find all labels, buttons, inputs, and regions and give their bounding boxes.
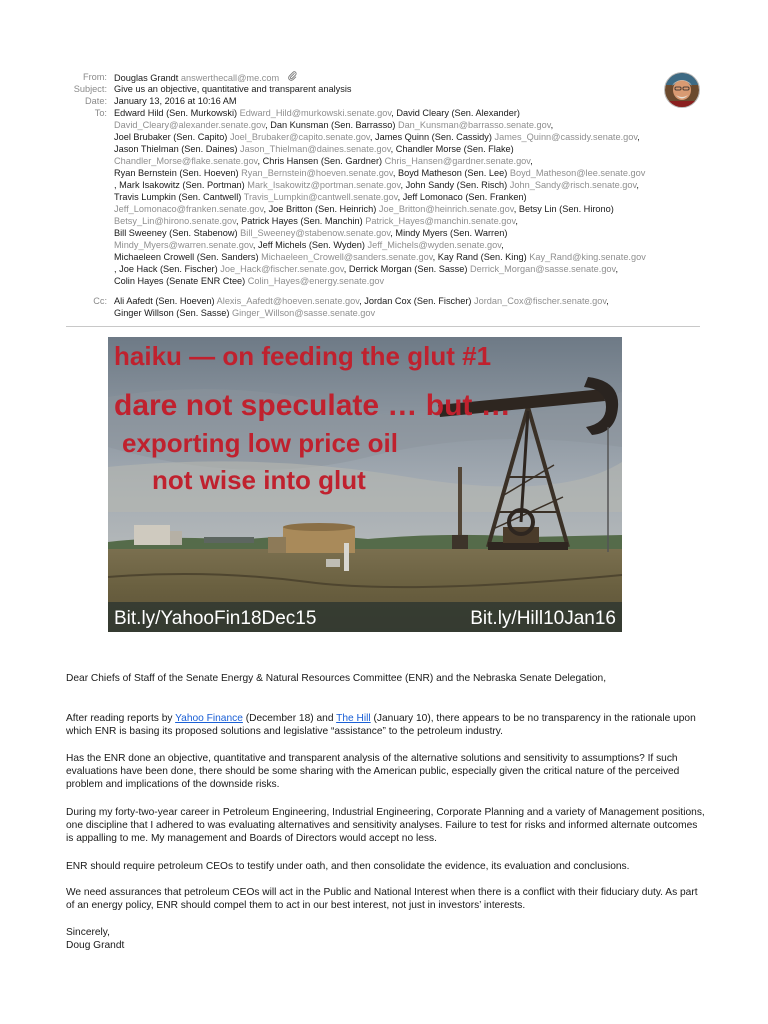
sender-avatar[interactable] [664,72,700,108]
subject-row [0,83,660,95]
recipient-email[interactable]: Colin_Hayes@energy.senate.gov [247,276,385,286]
recipient-line [0,119,700,131]
subject-text: Give us an objective, quantitative and transparent analysis [114,84,352,94]
recipient-name[interactable]: Jeff Lomonaco (Sen. Franken) [402,192,527,202]
recipient-line [0,215,700,227]
separator: , [265,120,268,130]
recipient-email[interactable]: Boyd_Matheson@lee.senate.gov [509,168,646,178]
separator: , [263,204,267,214]
signature-text: Doug Grandt [66,940,125,951]
recipient-line [0,131,700,143]
haiku-banner-image [108,337,622,632]
recipient-name[interactable]: James Quinn (Sen. Cassidy) [374,132,492,142]
separator: , [636,180,639,190]
paragraph-3-text: During my forty-two-year career in Petroleum Engineering, Industrial Engineering, Corporate Planning and a variety of Management positions, one discipline that I adhered to was evaluating alternatives and sensitivity analyses. Failure to test for risks and informed alternate outcomes is appalling to me. My management and Boards of Directors would accept no less. [66,807,705,844]
separator: , [606,296,609,306]
date-row [0,95,660,107]
separator: , [501,240,504,250]
paragraph-2-text: Has the ENR done an objective, quantitative and transparent analysis of the alternative solutions and sensitivity to assumptions? If such evaluations have been done, there should be some sharing with the American public, especially given the critical nature of the perceived problem and implications of the downside risks. [66,753,680,790]
recipient-name[interactable]: Chandler Morse (Sen. Flake) [395,144,514,154]
recipient-email[interactable]: Kay_Rand@king.senate.gov [529,252,646,262]
recipient-name[interactable]: John Sandy (Sen. Risch) [405,180,508,190]
closing [66,926,706,952]
recipient-name[interactable]: Ginger Willson (Sen. Sasse) [114,308,230,318]
recipient-name[interactable]: Ali Aafedt (Sen. Hoeven) [114,296,215,306]
recipient-line [0,251,700,263]
banner-line-2: dare not speculate … but … [114,389,511,422]
p1-text-a: After reading reports by [66,713,176,724]
paragraph-1-text [66,712,706,738]
paragraph-5 [66,886,706,912]
recipient-line [0,107,700,119]
recipient-email[interactable]: Jason_Thielman@daines.senate.gov [239,144,391,154]
banner-link-left: Bit.ly/YahooFin18Dec15 [114,608,317,629]
from-row [0,71,660,83]
recipient-line [0,167,700,179]
separator: , [515,216,518,226]
separator: , [252,240,256,250]
recipient-email[interactable]: Chandler_Morse@flake.senate.gov [114,156,258,166]
paragraph-4 [66,860,706,873]
recipient-email[interactable]: Travis_Lumpkin@cantwell.senate.gov [243,192,398,202]
recipient-name[interactable]: Dan Kunsman (Sen. Barrasso) [270,120,396,130]
cc-label: Cc: [93,296,107,306]
recipient-line [0,295,700,307]
paragraph-5-text: We need assurances that petroleum CEOs will act in the Public and National Interest when there is a conflict with their fiduciary duty. As part of an energy policy, ENR should compel them to act in our best interest, not just in investors’ interests. [66,887,698,911]
yahoo-finance-link[interactable]: Yahoo Finance [175,713,243,724]
separator: , [390,144,394,154]
recipient-line [0,155,700,167]
separator: , [550,120,554,130]
recipient-name[interactable]: Jason Thielman (Sen. Daines) [114,144,238,154]
recipient-email[interactable]: Bill_Sweeney@stabenow.senate.gov [240,228,391,238]
from-label: From: [83,72,107,82]
recipient-line [0,275,700,287]
recipient-name[interactable]: Bill Sweeney (Sen. Stabenow) [114,228,238,238]
recipient-email[interactable]: Michaeleen_Crowell@sanders.senate.gov [261,252,433,262]
recipient-email[interactable]: Chris_Hansen@gardner.senate.gov [384,156,531,166]
recipient-name[interactable]: David Cleary (Sen. Alexander) [396,108,520,118]
recipient-name[interactable]: Jordan Cox (Sen. Fischer) [364,296,472,306]
separator: , [343,264,347,274]
recipient-email[interactable]: Joe_Hack@fischer.senate.gov [220,264,344,274]
recipient-email[interactable]: Mark_Isakowitz@portman.senate.gov [247,180,401,190]
separator: , [359,296,362,306]
recipient-name[interactable]: Colin Hayes (Senate ENR Ctee) [114,276,246,286]
recipient-line [0,191,700,203]
paragraph-3 [66,806,706,845]
recipient-email[interactable]: James_Quinn@cassidy.senate.gov [494,132,638,142]
recipient-line [0,179,700,191]
recipient-line [0,143,700,155]
date-label: Date: [85,96,107,106]
separator: , [397,192,401,202]
paragraph-4-text: ENR should require petroleum CEOs to testify under oath, and then consolidate the evidence, its evaluation and conclusions. [66,861,630,872]
recipient-name[interactable]: Joe Hack (Sen. Fischer) [119,264,218,274]
the-hill-link[interactable]: The Hill [336,713,371,724]
subject-label: Subject: [73,84,107,94]
recipient-email[interactable]: Jeff_Lomonaco@franken.senate.gov [114,204,264,214]
paragraph-1 [66,712,706,738]
separator: , [257,156,261,166]
recipient-email[interactable]: Jeff_Michels@wyden.senate.gov [367,240,502,250]
recipient-name[interactable]: Chris Hansen (Sen. Gardner) [262,156,383,166]
separator: , [369,132,373,142]
recipient-name[interactable]: Jeff Michels (Sen. Wyden) [257,240,365,250]
recipient-email[interactable]: Betsy_Lin@hirono.senate.gov [114,216,237,226]
recipient-name[interactable]: Edward Hild (Sen. Murkowski) [114,108,238,118]
date-text: January 13, 2016 at 10:16 AM [114,96,237,106]
recipient-line [0,307,700,319]
greeting [66,672,706,685]
banner-line-4: not wise into glut [152,465,366,495]
recipient-email[interactable]: Ginger_Willson@sasse.senate.gov [231,308,376,318]
recipient-name[interactable]: Mindy Myers (Sen. Warren) [395,228,508,238]
recipient-email[interactable]: Alexis_Aafedt@hoeven.senate.gov [216,296,360,306]
separator: , [513,204,517,214]
recipient-name[interactable]: Boyd Matheson (Sen. Lee) [397,168,508,178]
separator: , [236,216,239,226]
recipient-line [0,227,700,239]
separator: , [432,252,436,262]
recipient-email[interactable]: Jordan_Cox@fischer.senate.gov [474,296,607,306]
separator: , [114,264,117,274]
banner-line-3: exporting low price oil [122,428,398,458]
separator: , [390,228,393,238]
separator: , [392,168,396,178]
separator: , [400,180,404,190]
recipient-email[interactable]: Ryan_Bernstein@hoeven.senate.gov [241,168,393,178]
recipient-line [0,263,700,275]
recipient-email[interactable]: Derrick_Morgan@sasse.senate.gov [469,264,616,274]
greeting-text: Dear Chiefs of Staff of the Senate Energy & Natural Resources Committee (ENR) and the Nebraska Senate Delegation, [66,673,607,684]
closing-text: Sincerely, [66,927,110,938]
separator: , [637,132,640,142]
recipient-email[interactable]: Edward_Hild@murkowski.senate.gov [239,108,392,118]
recipient-name[interactable]: Joe Britton (Sen. Heinrich) [268,204,377,214]
paragraph-2 [66,752,706,791]
header-divider [66,326,700,327]
to-label: To: [94,108,107,118]
recipient-email[interactable]: Patrick_Hayes@manchin.senate.gov [365,216,516,226]
recipient-email[interactable]: Dan_Kunsman@barrasso.senate.gov [397,120,551,130]
separator: , [114,180,117,190]
separator: , [530,156,533,166]
banner-line-1: haiku — on feeding the glut #1 [114,341,492,371]
banner-link-right: Bit.ly/Hill10Jan16 [470,608,616,629]
recipient-email[interactable]: John_Sandy@risch.senate.gov [509,180,637,190]
separator: , [615,264,619,274]
recipient-email[interactable]: Joel_Brubaker@capito.senate.gov [229,132,370,142]
recipient-name[interactable]: Patrick Hayes (Sen. Manchin) [241,216,363,226]
p1-text-c: (January 10), there appears to be no transparency in the rationale upon which ENR is basing its proposed solutions and legislative “assistance” to the petroleum industry. [66,713,696,737]
recipient-email[interactable]: David_Cleary@alexander.senate.gov [114,120,266,130]
recipient-name[interactable]: Joel Brubaker (Sen. Capito) [114,132,228,142]
recipient-email[interactable]: Joe_Britton@heinrich.senate.gov [378,204,514,214]
recipient-name[interactable]: Derrick Morgan (Sen. Sasse) [348,264,468,274]
recipient-name[interactable]: Travis Lumpkin (Sen. Cantwell) [114,192,242,202]
recipient-line [0,203,700,215]
recipient-line [0,239,700,251]
from-name[interactable]: Douglas Grandt [114,73,179,83]
recipient-name[interactable]: Ryan Bernstein (Sen. Hoeven) [114,168,239,178]
p1-text-b: (December 18) and [242,713,337,724]
recipient-name[interactable]: Betsy Lin (Sen. Hirono) [518,204,614,214]
recipient-name[interactable]: Kay Rand (Sen. King) [437,252,527,262]
recipient-name[interactable]: Mark Isakowitz (Sen. Portman) [119,180,245,190]
separator: , [391,108,394,118]
recipient-name[interactable]: Michaeleen Crowell (Sen. Sanders) [114,252,259,262]
from-email[interactable]: answerthecall@me.com [180,73,280,83]
recipient-email[interactable]: Mindy_Myers@warren.senate.gov [114,240,253,250]
